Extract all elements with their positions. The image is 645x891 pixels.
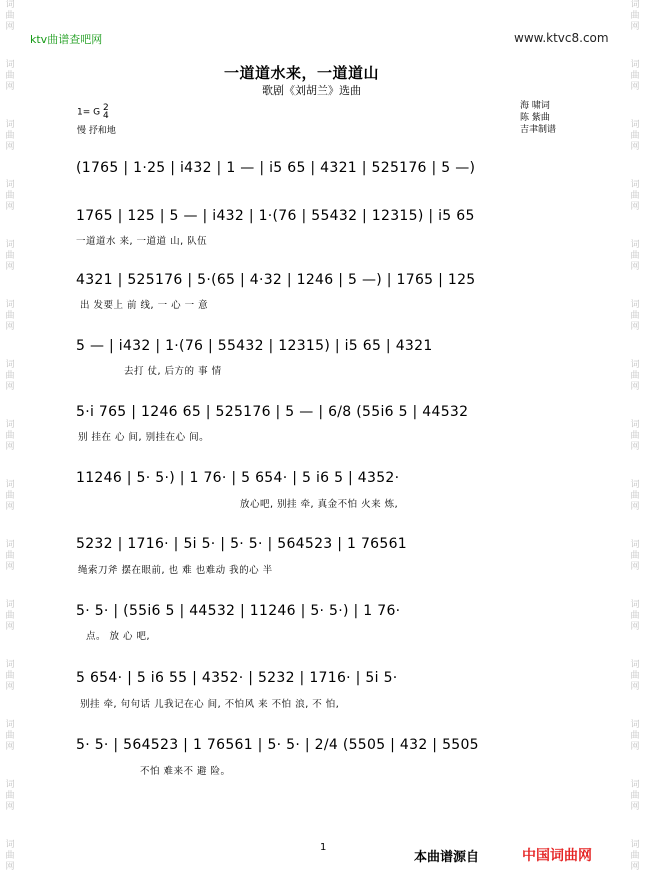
lyric-line-5: 别 挂在 心 间, 别挂在心 间。	[78, 432, 210, 443]
watermark-char: 网	[630, 442, 640, 452]
watermark-char: 词	[630, 60, 640, 70]
watermark-char: 曲	[5, 551, 15, 561]
score-system-3: 4321 | 525176 | 5·(65 | 4·32 | 1246 | 5 —) | 1765 | 125	[76, 272, 476, 288]
song-title: 一道道水来，一道道山	[224, 64, 380, 82]
tempo-marking: 慢 抒和地	[77, 126, 116, 136]
watermark-char: 曲	[630, 311, 640, 321]
watermark-char: 曲	[5, 131, 15, 141]
lyric-line-4: 去打 仗, 后方的 事 情	[124, 366, 222, 377]
watermark-char: 词	[5, 780, 15, 790]
watermark-char: 曲	[5, 71, 15, 81]
lyric-line-7: 绳索刀斧 摆在眼前, 也 难 也难动 我的心 半	[78, 565, 273, 576]
watermark-char: 词	[5, 420, 15, 430]
time-signature-bottom: 4	[102, 111, 109, 121]
watermark-char: 词	[630, 0, 640, 10]
key-label: 1= G	[77, 107, 101, 118]
watermark-char: 曲	[5, 311, 15, 321]
watermark-char: 词	[630, 180, 640, 190]
watermark-char: 词	[630, 120, 640, 130]
watermark-char: 网	[630, 622, 640, 632]
watermark-char: 曲	[630, 611, 640, 621]
lyric-line-6: 放心吧, 别挂 牵, 真金不怕 火来 炼,	[240, 499, 399, 510]
score-system-5: 5·i 765 | 1246 65 | 525176 | 5 — | 6/8 (55i6 5 | 44532	[76, 404, 469, 420]
watermark-char: 曲	[5, 791, 15, 801]
credit-lyricist: 海 啸词	[520, 101, 550, 111]
watermark-char: 词	[5, 300, 15, 310]
watermark-char: 曲	[630, 131, 640, 141]
watermark-char: 网	[630, 322, 640, 332]
watermark-char: 网	[630, 142, 640, 152]
score-system-1: (1765 | 1·25 | i432 | 1 — | i5 65 | 4321 | 525176 | 5 —)	[76, 160, 476, 176]
score-system-6: 11246 | 5· 5·) | 1 76· | 5 654· | 5 i6 5 | 4352·	[76, 470, 400, 486]
song-subtitle: 歌剧《刘胡兰》选曲	[262, 84, 361, 97]
watermark-char: 词	[5, 120, 15, 130]
watermark-char: 网	[630, 862, 640, 872]
watermark-char: 曲	[5, 431, 15, 441]
watermark-char: 词	[5, 480, 15, 490]
watermark-char: 曲	[5, 251, 15, 261]
watermark-char: 曲	[630, 491, 640, 501]
watermark-char: 词	[5, 0, 15, 10]
lyric-line-3: 出 发要上 前 线, 一 心 一 意	[80, 300, 209, 311]
site-url-label: www.ktvc8.com	[514, 31, 609, 45]
watermark-char: 词	[5, 540, 15, 550]
watermark-char: 词	[5, 60, 15, 70]
watermark-char: 词	[630, 540, 640, 550]
watermark-char: 曲	[5, 191, 15, 201]
score-system-8: 5· 5· | (55i6 5 | 44532 | 11246 | 5· 5·) | 1 76·	[76, 603, 401, 619]
watermark-char: 网	[5, 442, 15, 452]
time-signature-top: 2	[102, 103, 109, 113]
watermark-char: 曲	[630, 431, 640, 441]
watermark-char: 词	[630, 360, 640, 370]
score-system-2: 1765 | 125 | 5 — | i432 | 1·(76 | 55432 | 12315) | i5 65	[76, 208, 475, 224]
time-signature	[103, 104, 109, 120]
watermark-char: 曲	[630, 791, 640, 801]
watermark-char: 曲	[5, 731, 15, 741]
watermark-char: 词	[630, 240, 640, 250]
watermark-char: 网	[5, 502, 15, 512]
watermark-char: 词	[630, 840, 640, 850]
score-system-9: 5 654· | 5 i6 55 | 4352· | 5232 | 1716· | 5i 5·	[76, 670, 398, 686]
watermark-char: 词	[5, 840, 15, 850]
source-site-link[interactable]: 中国词曲网	[522, 848, 592, 864]
watermark-char: 词	[5, 180, 15, 190]
page-number: 1	[320, 842, 327, 853]
key-signature	[77, 104, 109, 120]
lyric-line-8: 点。 放 心 吧,	[86, 631, 151, 642]
watermark-char: 网	[5, 622, 15, 632]
watermark-char: 词	[630, 780, 640, 790]
watermark-char: 网	[630, 82, 640, 92]
watermark-char: 词	[630, 480, 640, 490]
watermark-char: 网	[5, 802, 15, 812]
watermark-char: 网	[5, 82, 15, 92]
watermark-char: 网	[5, 322, 15, 332]
watermark-char: 网	[5, 682, 15, 692]
watermark-char: 词	[5, 660, 15, 670]
watermark-char: 网	[630, 262, 640, 272]
watermark-char: 词	[630, 660, 640, 670]
watermark-char: 网	[630, 202, 640, 212]
watermark-char: 词	[5, 360, 15, 370]
watermark-char: 曲	[630, 371, 640, 381]
watermark-char: 网	[630, 742, 640, 752]
lyric-line-9: 别挂 牵, 句句话 儿我记在心 间, 不怕风 来 不怕 浪, 不 怕,	[80, 699, 340, 710]
watermark-char: 网	[630, 802, 640, 812]
watermark-char: 曲	[5, 671, 15, 681]
watermark-char: 网	[5, 742, 15, 752]
watermark-char: 网	[5, 562, 15, 572]
lyric-line-2: 一道道水 来, 一道道 山, 队伍	[76, 236, 208, 247]
score-system-4: 5 — | i432 | 1·(76 | 55432 | 12315) | i5 65 | 4321	[76, 338, 433, 354]
watermark-char: 词	[5, 720, 15, 730]
watermark-char: 网	[630, 682, 640, 692]
watermark-char: 词	[630, 720, 640, 730]
watermark-char: 曲	[5, 851, 15, 861]
watermark-char: 曲	[5, 611, 15, 621]
watermark-char: 网	[5, 862, 15, 872]
watermark-char: 词	[5, 600, 15, 610]
watermark-char: 词	[5, 240, 15, 250]
watermark-char: 网	[5, 202, 15, 212]
watermark-char: 曲	[630, 11, 640, 21]
watermark-char: 曲	[630, 71, 640, 81]
watermark-char: 词	[630, 420, 640, 430]
watermark-char: 网	[5, 382, 15, 392]
watermark-char: 网	[5, 22, 15, 32]
score-system-10: 5· 5· | 564523 | 1 76561 | 5· 5· | 2/4 (5505 | 432 | 5505	[76, 737, 479, 753]
watermark-char: 曲	[5, 11, 15, 21]
watermark-char: 曲	[5, 371, 15, 381]
lyric-line-10: 不怕 难来不 避 险。	[140, 766, 231, 777]
watermark-char: 网	[630, 382, 640, 392]
watermark-char: 曲	[630, 671, 640, 681]
watermark-char: 曲	[630, 251, 640, 261]
score-system-7: 5232 | 1716· | 5i 5· | 5· 5· | 564523 | 1 76561	[76, 536, 407, 552]
watermark-char: 词	[630, 600, 640, 610]
watermark-char: 网	[630, 22, 640, 32]
watermark-char: 网	[630, 502, 640, 512]
watermark-char: 曲	[630, 851, 640, 861]
source-label: 本曲谱源自	[414, 850, 480, 865]
site-brand-label: ktv曲谱查吧网	[30, 33, 103, 46]
watermark-char: 曲	[630, 551, 640, 561]
watermark-char: 网	[5, 142, 15, 152]
watermark-char: 曲	[630, 731, 640, 741]
watermark-char: 曲	[5, 491, 15, 501]
watermark-char: 曲	[630, 191, 640, 201]
credit-composer: 陈 紫曲	[520, 113, 550, 123]
watermark-char: 网	[630, 562, 640, 572]
watermark-char: 网	[5, 262, 15, 272]
credit-engraver: 吉聿制谱	[520, 125, 557, 135]
watermark-char: 词	[630, 300, 640, 310]
